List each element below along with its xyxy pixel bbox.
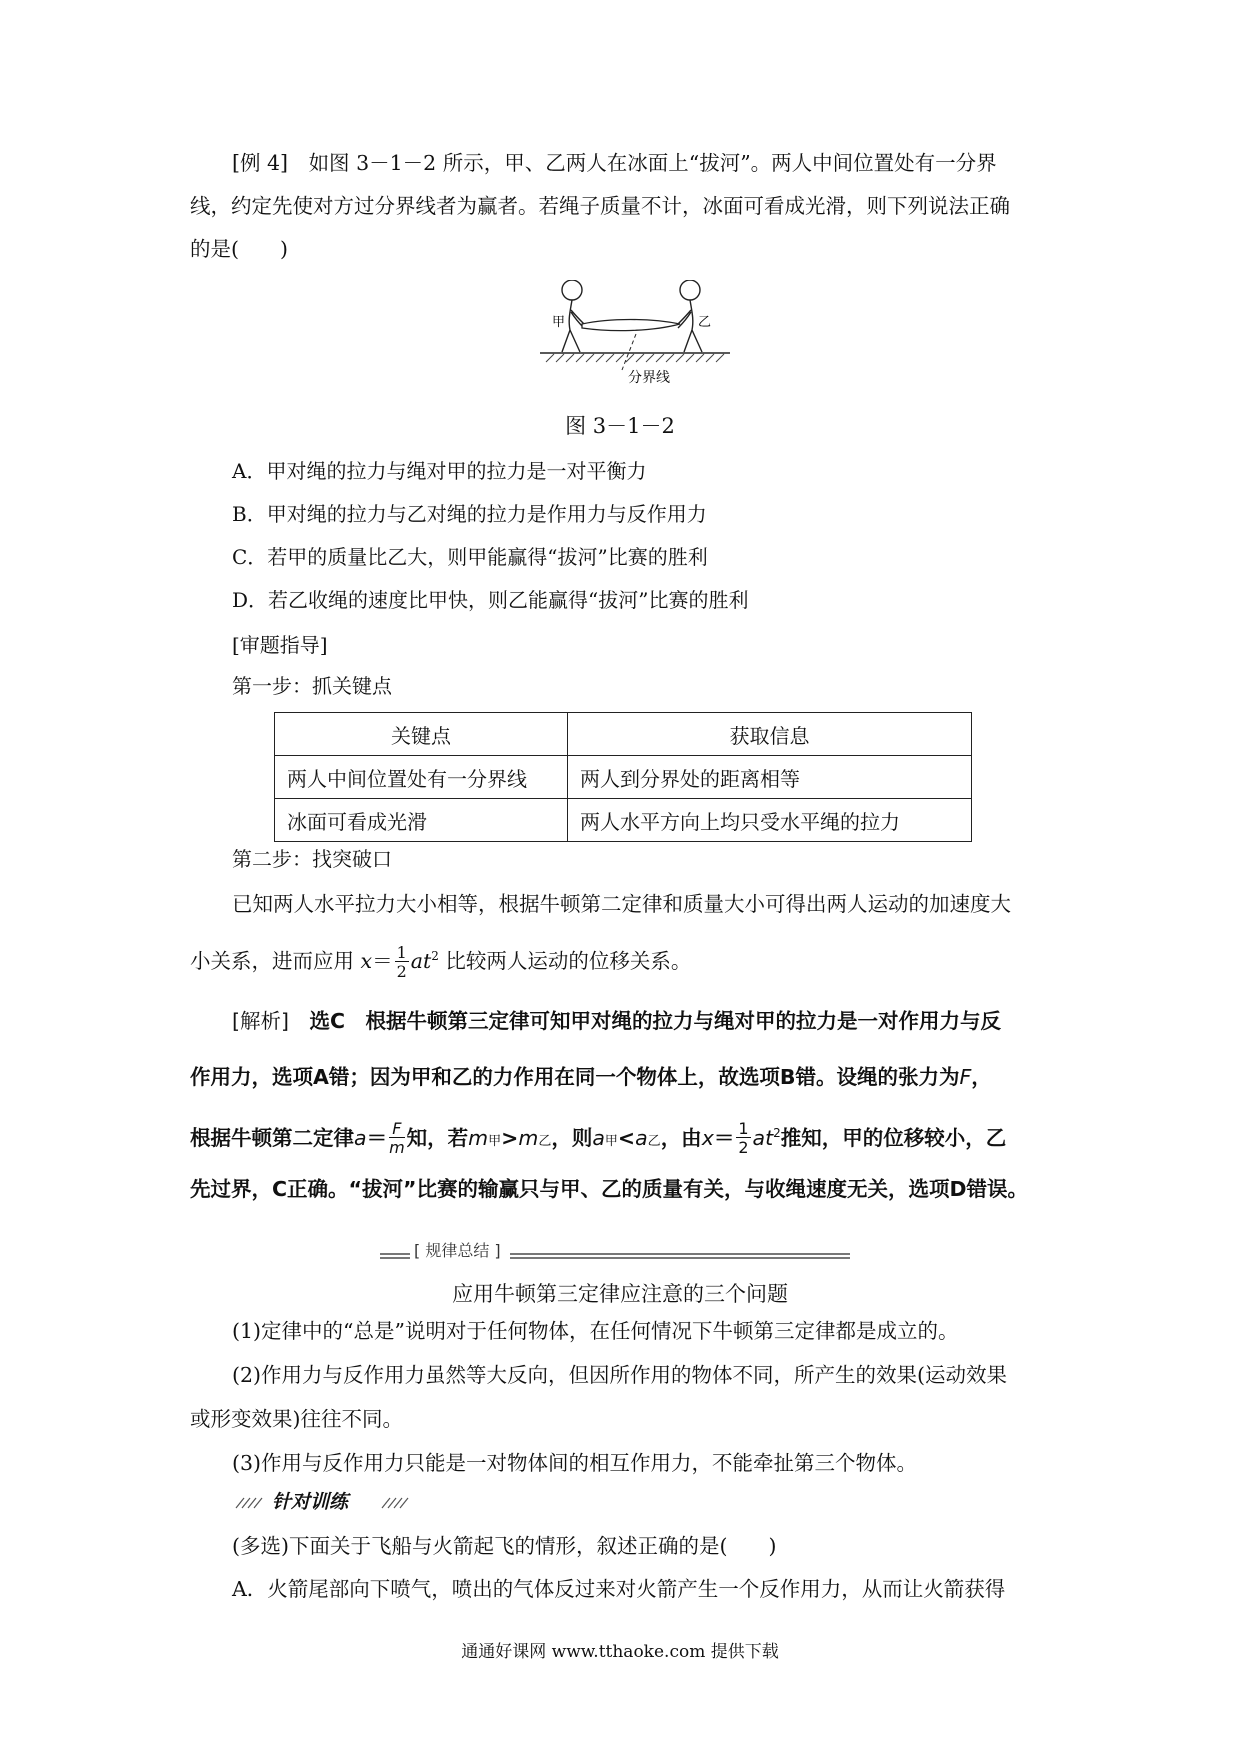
- rule-item-3: (3)作用与反作用力只能是一对物体间的相互作用力，不能牵扯第三个物体。: [232, 1451, 918, 1475]
- choice-a: A．甲对绳的拉力与绳对甲的拉力是一对平衡力: [232, 459, 647, 483]
- choice-c: C．若甲的质量比乙大，则甲能赢得“拔河”比赛的胜利: [232, 545, 708, 569]
- table-cell: 两人到分界处的距离相等: [568, 756, 972, 799]
- label-yi: 乙: [698, 315, 712, 330]
- person-jia: [562, 280, 584, 352]
- training-choice-a: A．火箭尾部向下喷气，喷出的气体反过来对火箭产生一个反作用力，从而让火箭获得: [232, 1577, 1006, 1601]
- key-points-table: [274, 712, 972, 842]
- boundary-line: [622, 334, 636, 370]
- rule-item-2-line2: 或形变效果)往往不同。: [190, 1407, 403, 1431]
- table-header: 获取信息: [568, 713, 972, 756]
- rule-item-1: (1)定律中的“总是”说明对于任何物体，在任何情况下牛顿第三定律都是成立的。: [232, 1319, 959, 1343]
- table-header: 关键点: [275, 713, 568, 756]
- choice-d: D．若乙收绳的速度比甲快，则乙能赢得“拔河”比赛的胜利: [232, 588, 749, 612]
- analysis-tag: [解析]: [232, 1009, 289, 1033]
- analysis-line1: [解析] 选C 根据牛顿第三定律可知甲对绳的拉力与绳对甲的拉力是一对作用力与反: [232, 1009, 1002, 1033]
- analysis-line3: 根据牛顿第二定律a＝ $\frac{F}{m}$ 知，若m甲>m乙，则a甲<a乙，由x＝ $\frac{1}{2}$ $at^2$推知，甲的位移较小，乙: [190, 1119, 1007, 1158]
- rope: [582, 320, 680, 331]
- analysis-line4: 先过界，C正确。“拔河”比赛的输赢只与甲、乙的质量有关，与收绳速度无关，选项D错误。: [190, 1177, 1029, 1201]
- guide-heading: [审题指导]: [232, 633, 328, 657]
- example-stem-line2: 线，约定先使对方过分界线者为赢者。若绳子质量不计，冰面可看成光滑，则下列说法正确: [190, 194, 1010, 218]
- table-cell: 冰面可看成光滑: [275, 799, 568, 842]
- fraction-half: $\frac{1}{2}$: [396, 942, 407, 981]
- label-jia: 甲: [552, 315, 566, 330]
- rule-item-2-line1: (2)作用力与反作用力虽然等大反向，但因所作用的物体不同，所产生的效果(运动效果: [232, 1363, 1008, 1387]
- rules-title: 应用牛顿第三定律应注意的三个问题: [452, 1282, 788, 1306]
- table-row: [275, 756, 972, 799]
- label-boundary: 分界线: [628, 370, 670, 386]
- figure-caption: 图 3－1－2: [565, 414, 675, 438]
- page-footer: 通通好课网 www.tthaoke.com 提供下载: [461, 1642, 779, 1662]
- table-cell: 两人水平方向上均只受水平绳的拉力: [568, 799, 972, 842]
- example-tag: [例 4]: [232, 151, 289, 175]
- guide-step1: 第一步：抓关键点: [232, 674, 392, 698]
- example-stem-line3: 的是( ): [190, 237, 288, 261]
- table-cell: 两人中间位置处有一分界线: [275, 756, 568, 799]
- tug-of-war-figure: [540, 280, 740, 400]
- analysis-line2: 作用力，选项A错；因为甲和乙的力作用在同一个物体上，故选项B错。设绳的张力为F，: [190, 1065, 992, 1089]
- choice-b: B．甲对绳的拉力与乙对绳的拉力是作用力与反作用力: [232, 502, 707, 526]
- table-row: [275, 799, 972, 842]
- guide-step2: 第二步：找突破口: [232, 847, 392, 871]
- formula: x: [360, 948, 373, 973]
- table-header-row: [275, 713, 972, 756]
- example-stem-line1: [例 4] 如图 3－1－2 所示，甲、乙两人在冰面上“拔河”。两人中间位置处有一分界: [232, 151, 997, 175]
- training-stem: (多选)下面关于飞船与火箭起飞的情形，叙述正确的是( ): [232, 1534, 777, 1558]
- rules-header: [ 规律总结 ]: [414, 1241, 501, 1260]
- guide-step2-line1: 已知两人水平拉力大小相等，根据牛顿第二定律和质量大小可得出两人运动的加速度大: [232, 892, 1011, 916]
- guide-step2-line2: 小关系，进而应用 x＝ $\frac{1}{2}$ $at^2$ 比较两人运动的位移关系。: [190, 942, 692, 981]
- training-header: 针对训练: [272, 1491, 349, 1513]
